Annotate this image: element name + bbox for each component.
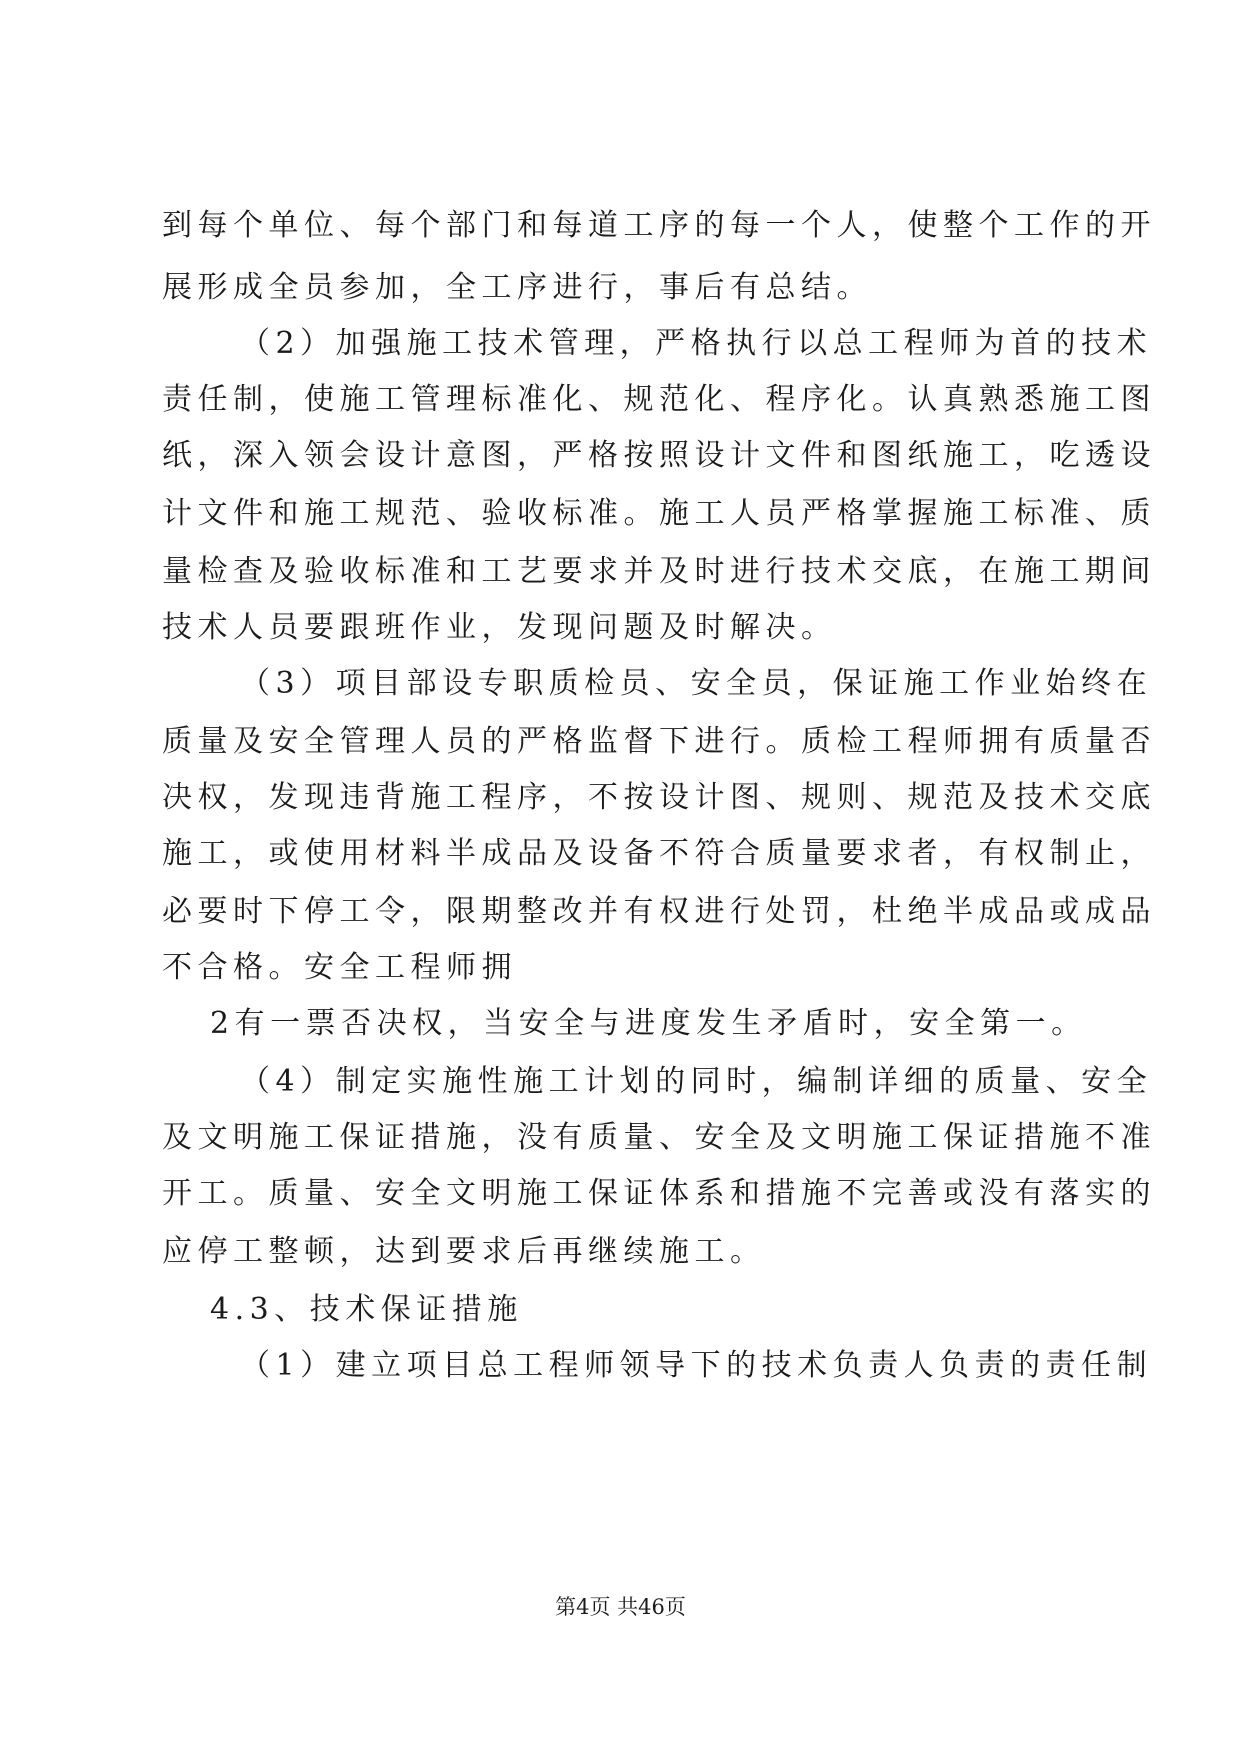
body-line-4: 责任制，使施工管理标准化、规范化、程序化。认真熟悉施工图 bbox=[162, 382, 1156, 417]
body-line-3: （2）加强施工技术管理，严格执行以总工程师为首的技术 bbox=[240, 326, 1153, 361]
body-line-1: 到每个单位、每个部门和每道工序的每一个人，使整个工作的开 bbox=[162, 208, 1156, 243]
body-line-2: 展形成全员参加，全工序进行，事后有总结。 bbox=[162, 270, 872, 305]
body-line-9: （3）项目部设专职质检员、安全员，保证施工作业始终在 bbox=[240, 666, 1153, 701]
page-footer: 第4页 共46页 bbox=[555, 1595, 686, 1619]
body-line-13: 必要时下停工令，限期整改并有权进行处罚，杜绝半成品或成品 bbox=[162, 894, 1156, 929]
body-line-6: 计文件和施工规范、验收标准。施工人员严格掌握施工标准、质 bbox=[162, 496, 1156, 531]
body-line-21: （1）建立项目总工程师领导下的技术负责人负责的责任制 bbox=[240, 1348, 1153, 1383]
body-line-7: 量检查及验收标准和工艺要求并及时进行技术交底，在施工期间 bbox=[162, 554, 1156, 589]
body-line-5: 纸，深入领会设计意图，严格按照设计文件和图纸施工，吃透设 bbox=[162, 438, 1156, 473]
body-line-12: 施工，或使用材料半成品及设备不符合质量要求者，有权制止， bbox=[162, 836, 1156, 871]
body-line-11: 决权，发现违背施工程序，不按设计图、规则、规范及技术交底 bbox=[162, 780, 1156, 815]
body-line-15: 2有一票否决权，当安全与进度发生矛盾时，安全第一。 bbox=[210, 1006, 1087, 1041]
body-line-17: 及文明施工保证措施，没有质量、安全及文明施工保证措施不准 bbox=[162, 1120, 1156, 1155]
body-line-10: 质量及安全管理人员的严格监督下进行。质检工程师拥有质量否 bbox=[162, 724, 1156, 759]
section-heading: 4.3、技术保证措施 bbox=[210, 1292, 523, 1327]
body-line-18: 开工。质量、安全文明施工保证体系和措施不完善或没有落实的 bbox=[162, 1176, 1156, 1211]
body-line-14: 不合格。安全工程师拥 bbox=[162, 950, 517, 985]
body-line-16: （4）制定实施性施工计划的同时，编制详细的质量、安全 bbox=[240, 1064, 1153, 1099]
body-line-8: 技术人员要跟班作业，发现问题及时解决。 bbox=[162, 610, 837, 645]
body-line-19: 应停工整顿，达到要求后再继续施工。 bbox=[162, 1234, 766, 1269]
